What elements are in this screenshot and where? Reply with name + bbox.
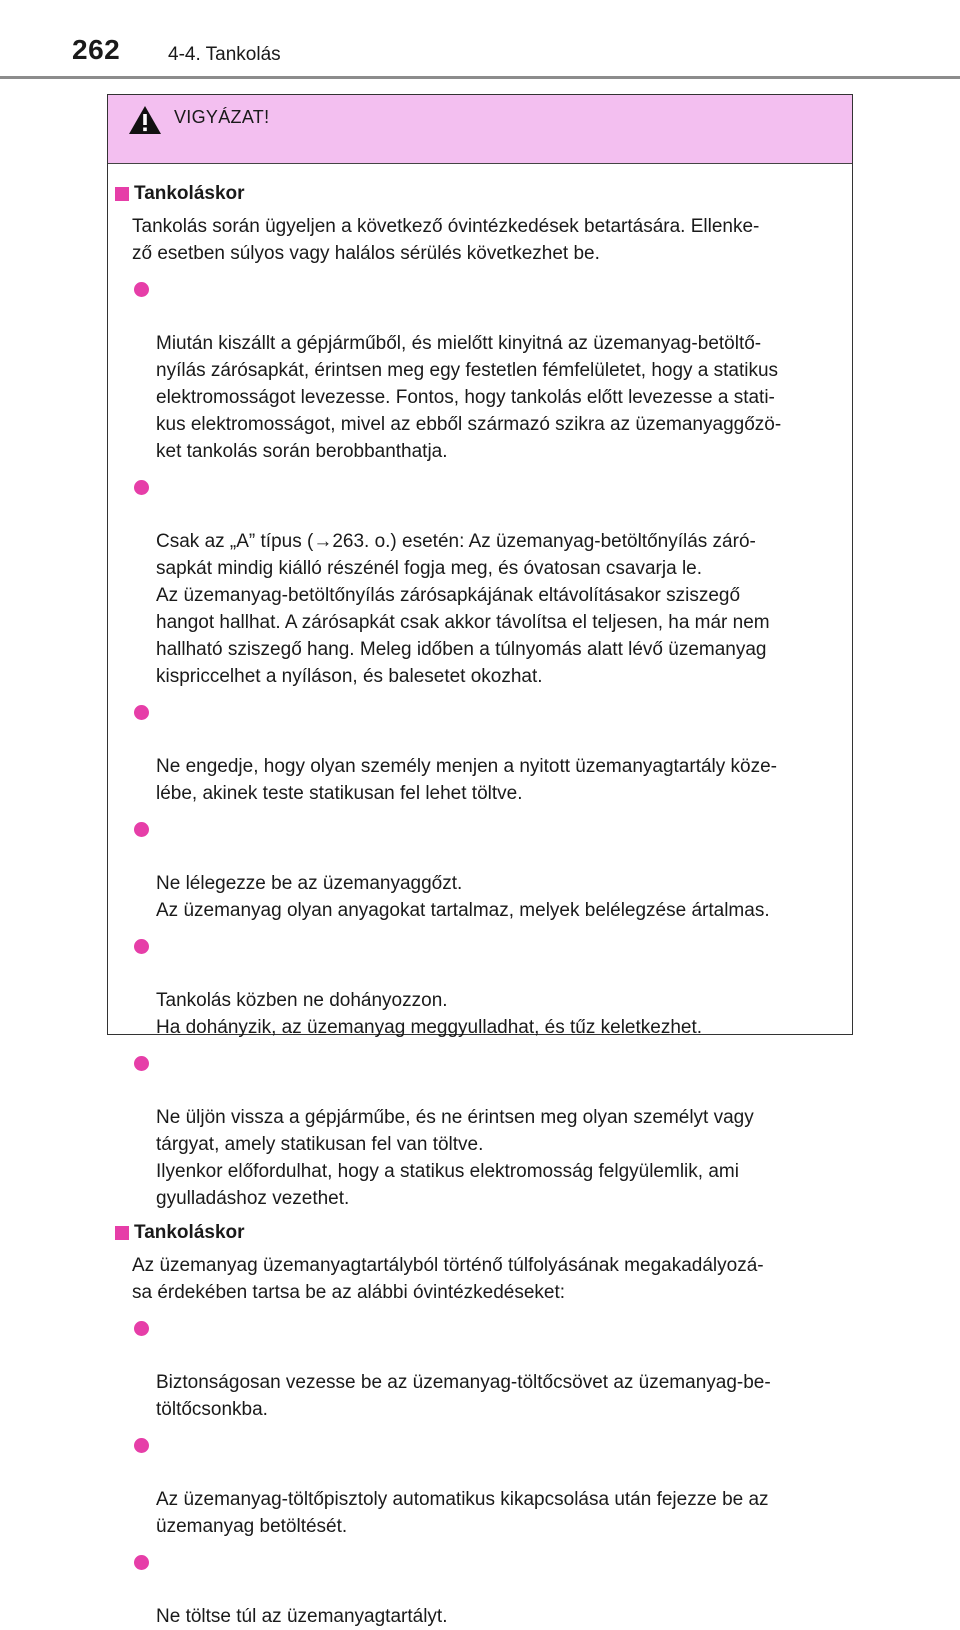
warning-box (107, 94, 853, 1627)
section-heading (112, 180, 852, 208)
list-item (156, 699, 842, 807)
list-item-text: Miután kiszállt a gépjárműből, és mielőtt kinyitná az üzemanyag-betöltő- nyílás zárósapkát, érintsen meg egy festetlen fémfelületet, hogy a statikus elektromosságot levezesse. Fontos, hogy tankolás előtt levezesse a stati- kus elektromosságot, mivel az ebből származó szikra az üzemanyaggőzö- ket tankolás során berobbanthatja. (156, 333, 782, 462)
list-item-text: Ne töltse túl az üzemanyagtartályt. (156, 1606, 448, 1627)
round-bullet-icon (134, 1438, 149, 1453)
round-bullet-icon (134, 1321, 149, 1336)
square-bullet-icon (115, 1226, 129, 1240)
section-intro: Az üzemanyag üzemanyagtartályból történő túlfolyásának megakadályozá- sa érdekében tartsa be az alábbi óvintézkedéseket: (132, 1255, 764, 1303)
section-heading-text: Tankoláskor (134, 183, 245, 204)
warning-triangle-icon (128, 105, 162, 135)
round-bullet-icon (134, 1056, 149, 1071)
list-item-text: Ne engedje, hogy olyan személy menjen a nyitott üzemanyagtartály köze- lébe, akinek teste statikusan fel lehet töltve. (156, 756, 778, 804)
warning-body (108, 180, 852, 1630)
round-bullet-icon (134, 705, 149, 720)
page-header (0, 0, 960, 80)
section-heading (112, 1219, 852, 1247)
round-bullet-icon (134, 1555, 149, 1570)
warning-header (108, 95, 852, 164)
round-bullet-icon (134, 939, 149, 954)
list-item (156, 1432, 842, 1540)
list-item-text: Biztonságosan vezesse be az üzemanyag-töltőcsövet az üzemanyag-be- töltőcsonkba. (156, 1372, 771, 1420)
list-item-text: Tankolás közben ne dohányozzon. Ha dohányzik, az üzemanyag meggyulladhat, és tűz keletkezhet. (156, 990, 703, 1038)
list-item-text: Ne lélegezze be az üzemanyaggőzt. Az üzemanyag olyan anyagokat tartalmaz, melyek belélegzése ártalmas. (156, 873, 770, 921)
list-item-text: Az üzemanyag-töltőpisztoly automatikus kikapcsolása után fejezze be az üzemanyag betöltését. (156, 1489, 769, 1537)
section-intro: Tankolás során ügyeljen a következő óvintézkedések betartására. Ellenke- ző esetben súlyos vagy halálos sérülés következhet be. (132, 216, 760, 264)
round-bullet-icon (134, 282, 149, 297)
list-item-text: Ne üljön vissza a gépjárműbe, és ne érintsen meg olyan személyt vagy tárgyat, amely statikusan fel van töltve. Ilyenkor előfordulhat, hogy a statikus elektromosság felgyülemlik, ami gyulladáshoz vezethet. (156, 1107, 754, 1209)
section-heading-text: Tankoláskor (134, 1222, 245, 1243)
list-item (156, 1315, 842, 1423)
page-number: 262 (72, 34, 121, 65)
list-item (156, 1549, 842, 1630)
section-title: 4-4. Tankolás (168, 44, 281, 65)
list-item (156, 276, 842, 465)
list-item (156, 933, 842, 1041)
header-divider (0, 76, 960, 79)
round-bullet-icon (134, 480, 149, 495)
list-item (156, 1050, 842, 1212)
square-bullet-icon (115, 187, 129, 201)
list-item-text: Csak az „A” típus (→263. o.) esetén: Az üzemanyag-betöltőnyílás záró- sapkát mindig kiálló részénél fogja meg, és óvatosan csavarja le. Az üzemanyag-betöltőnyílás zárósapkájának eltávolításakor sziszegő hangot hallhat. A zárósapkát csak akkor távolítsa el teljesen, ha már nem hallható sziszegő hang. Meleg időben a túlnyomás alatt lévő üzemanyag kispriccelhet a nyíláson, és balesetet okozhat. (156, 531, 770, 687)
warning-label: VIGYÁZAT! (174, 107, 270, 127)
round-bullet-icon (134, 822, 149, 837)
list-item (156, 474, 842, 690)
list-item (156, 816, 842, 924)
